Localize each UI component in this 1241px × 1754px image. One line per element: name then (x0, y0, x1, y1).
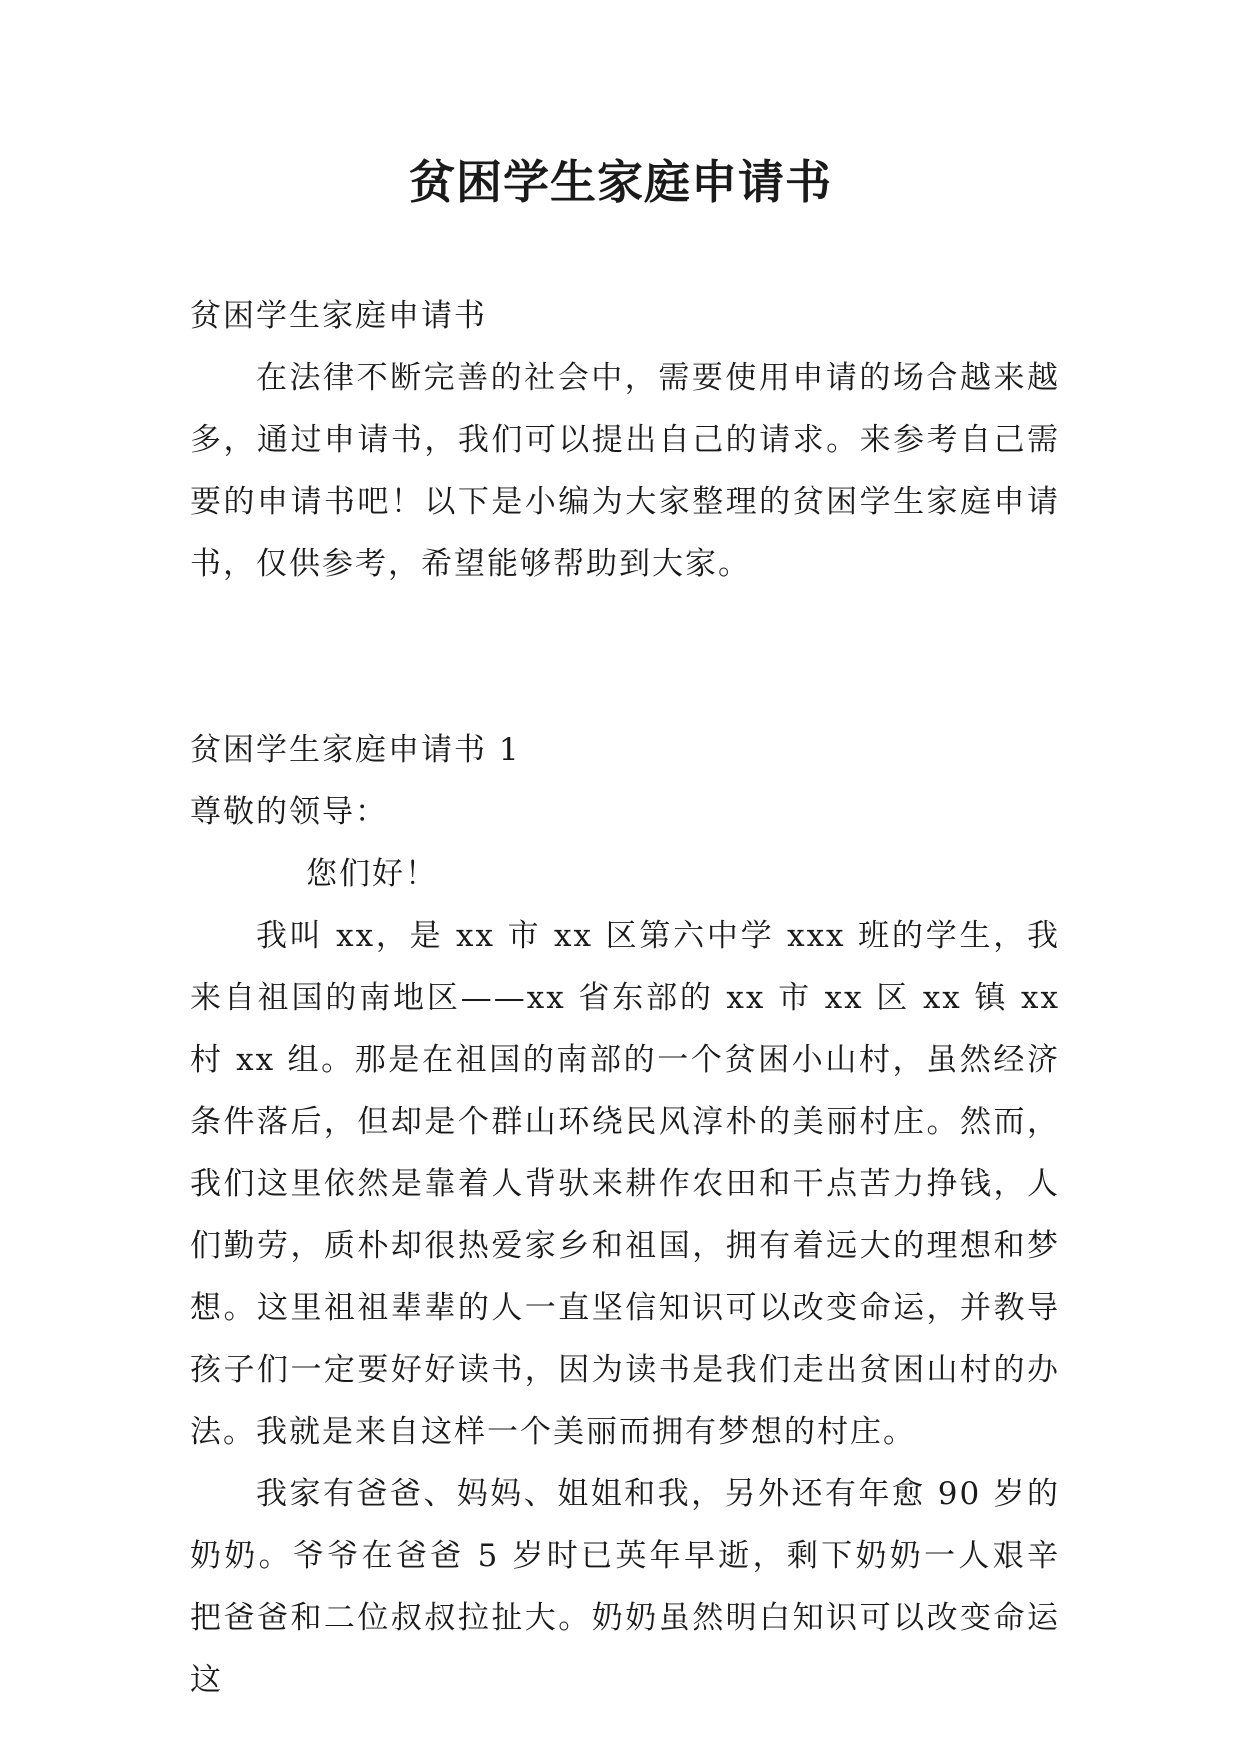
salutation: 尊敬的领导： (190, 794, 388, 830)
greeting: 您们好！ (306, 856, 438, 892)
section-heading: 贫困学生家庭申请书 1 (190, 732, 521, 768)
document-body (190, 285, 1060, 1711)
body-paragraph-2: 我家有爸爸、妈妈、姐姐和我，另外还有年愈 90 岁的奶奶。爷爷在爸爸 5 岁时已英年早逝，剩下奶奶一人艰辛把爸爸和二位叔叔拉扯大。奶奶虽然明白知识可以改变命运这 (190, 1476, 1060, 1698)
intro-paragraph: 在法律不断完善的社会中，需要使用申请的场合越来越多，通过申请书，我们可以提出自己的请求。来参考自己需要的申请书吧！以下是小编为大家整理的贫困学生家庭申请书，仅供参考，希望能够帮助到大家。 (190, 360, 1060, 582)
body-paragraph-1: 我叫 xx，是 xx 市 xx 区第六中学 xxx 班的学生，我来自祖国的南地区——xx 省东部的 xx 市 xx 区 xx 镇 xx 村 xx 组。那是在祖国的南部的一个贫困小山村，虽然经济条件落后，但却是个群山环绕民风淳朴的美丽村庄。然而，我们这里依然是靠着人背驮来耕作农田和干点苦力挣钱，人们勤劳，质朴却很热爱家乡和祖国，拥有着远大的理想和梦想。这里祖祖辈辈的人一直坚信知识可以改变命运，并教导孩子们一定要好好读书，因为读书是我们走出贫困山村的办法。我就是来自这样一个美丽而拥有梦想的村庄。 (190, 918, 1060, 1450)
document-title: 贫困学生家庭申请书 (409, 155, 832, 209)
section-spacer (190, 595, 1060, 719)
intro-heading: 贫困学生家庭申请书 (190, 298, 487, 334)
